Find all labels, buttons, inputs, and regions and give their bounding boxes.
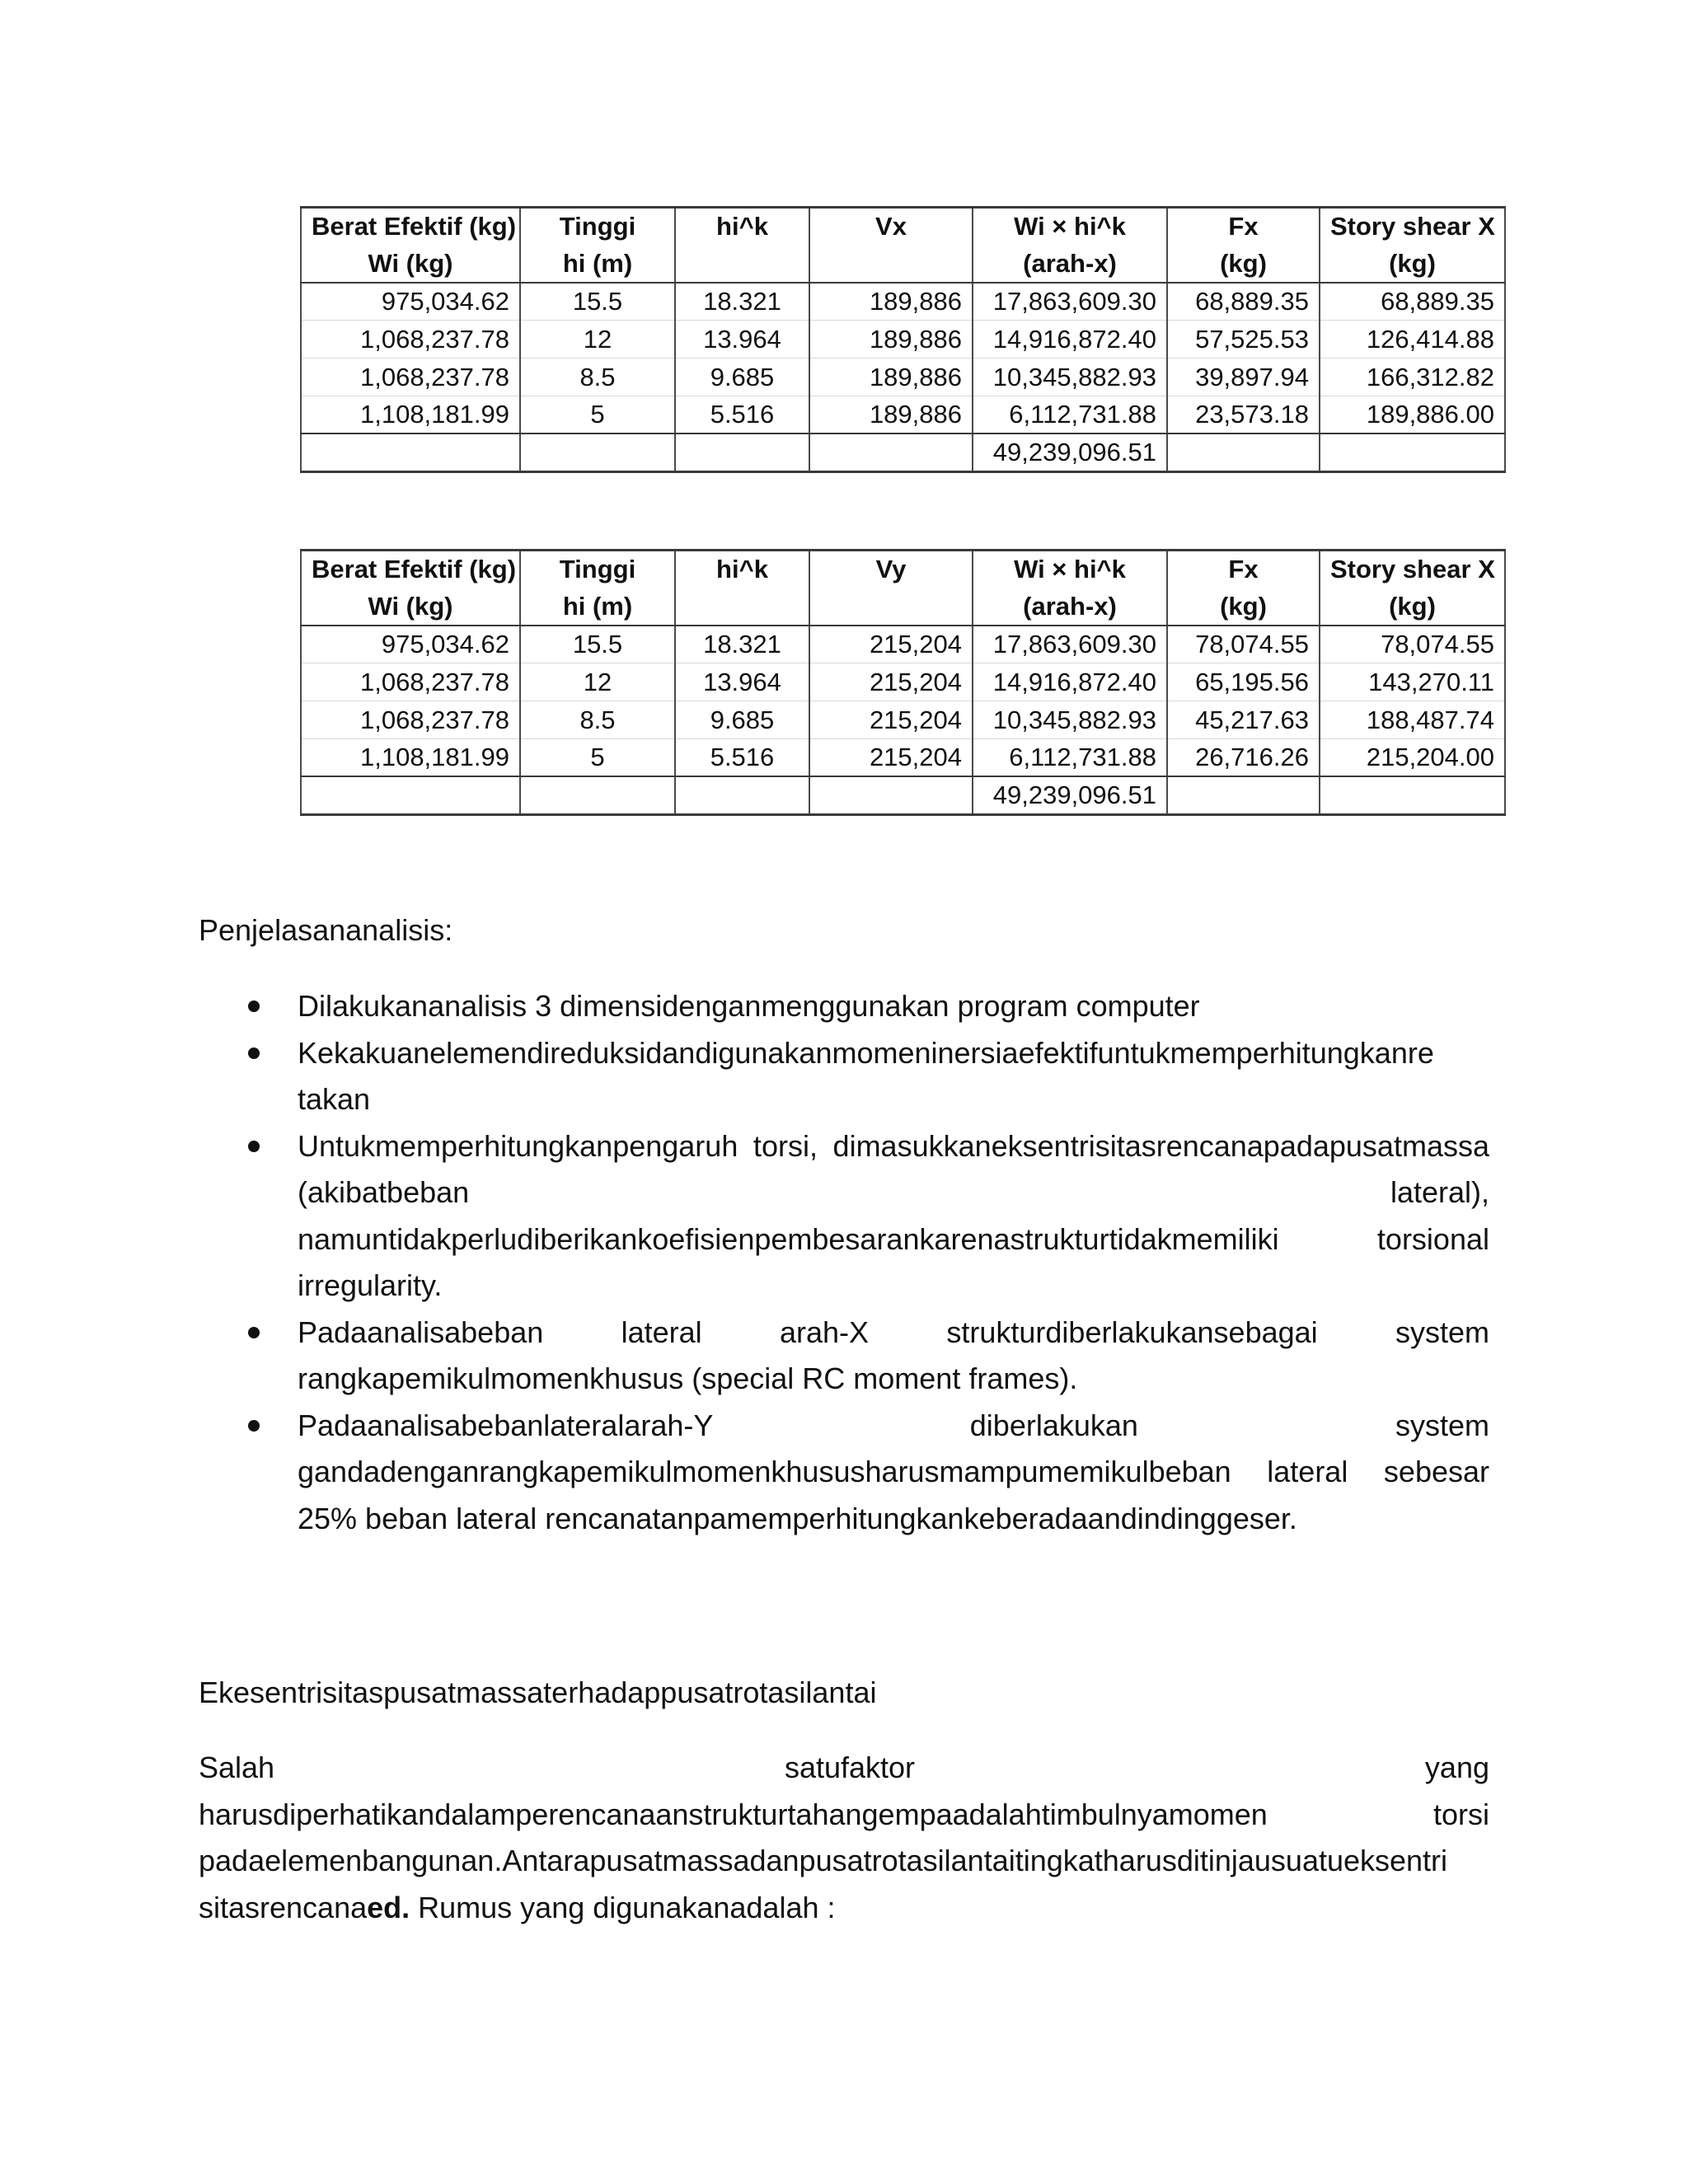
header-cell: (kg) xyxy=(1320,245,1505,283)
table-cell: 6,112,731.88 xyxy=(973,396,1167,434)
list-item xyxy=(199,1403,1489,1543)
story-shear-table-y xyxy=(300,549,1504,816)
table-row xyxy=(301,396,1505,434)
header-cell: Berat Efektif (kg) xyxy=(301,208,520,246)
table-cell xyxy=(1320,434,1505,471)
table-cell xyxy=(301,434,520,471)
table-cell: 12 xyxy=(520,663,675,701)
list-item xyxy=(199,1310,1489,1403)
table-cell: 188,487.74 xyxy=(1320,701,1505,739)
header-cell: Wi × hi^k xyxy=(973,208,1167,246)
table-cell: 5 xyxy=(520,396,675,434)
table-cell: 10,345,882.93 xyxy=(973,359,1167,396)
table-cell: 15.5 xyxy=(520,283,675,321)
table-cell: 8.5 xyxy=(520,701,675,739)
table-cell: 1,068,237.78 xyxy=(301,359,520,396)
table-row xyxy=(301,283,1505,321)
header-cell xyxy=(675,588,809,626)
table-cell: 189,886.00 xyxy=(1320,396,1505,434)
table-cell: 166,312.82 xyxy=(1320,359,1505,396)
header-cell: Wi (kg) xyxy=(301,588,520,626)
table-cell: 5 xyxy=(520,738,675,776)
header-cell: Wi × hi^k xyxy=(973,551,1167,588)
table-cell: 1,108,181.99 xyxy=(301,738,520,776)
table-cell: 14,916,872.40 xyxy=(973,321,1167,359)
eccentricity-paragraph xyxy=(199,1745,1489,1931)
table-x-total-row xyxy=(301,434,1505,471)
table-cell xyxy=(520,776,675,814)
table-cell xyxy=(675,434,809,471)
table-cell: 215,204 xyxy=(809,738,973,776)
table-cell: 5.516 xyxy=(675,396,809,434)
table-cell xyxy=(809,434,973,471)
table-y-header-row-2 xyxy=(301,588,1505,626)
table-row xyxy=(301,701,1505,739)
table-cell: 6,112,731.88 xyxy=(973,738,1167,776)
header-cell: Fx xyxy=(1167,551,1320,588)
table-cell: 23,573.18 xyxy=(1167,396,1320,434)
table-cell: 215,204.00 xyxy=(1320,738,1505,776)
table-cell xyxy=(1320,776,1505,814)
list-item-text: Kekakuanelemendireduksidandigunakanmomeninersiaefektifuntukmemperhitungkanre takan xyxy=(298,1035,1434,1116)
table-cell: 12 xyxy=(520,321,675,359)
table-y-header-row-1 xyxy=(301,551,1505,588)
table-x xyxy=(300,206,1506,473)
table-cell: 189,886 xyxy=(809,359,973,396)
paragraph-text-end: Rumus yang digunakanadalah : xyxy=(410,1890,836,1924)
bullet-icon xyxy=(248,1141,260,1152)
table-cell: 13.964 xyxy=(675,663,809,701)
paragraph-bold-symbol: ed. xyxy=(367,1890,410,1924)
header-cell xyxy=(675,245,809,283)
analysis-bullet-list xyxy=(199,983,1489,1542)
table-x-header-row-2 xyxy=(301,245,1505,283)
table-cell: 975,034.62 xyxy=(301,626,520,663)
table-cell: 15.5 xyxy=(520,626,675,663)
list-item-text: Untukmemperhitungkanpengaruh torsi, dimasukkaneksentrisitasrencanapadapusatmassa (akibatbeban lateral), namuntidakperludiberikankoefisienpembesarankarenastrukturtidakmemiliki torsional irregularity. xyxy=(298,1128,1489,1302)
header-cell: (kg) xyxy=(1167,588,1320,626)
bullet-icon xyxy=(248,1001,260,1012)
header-cell: (kg) xyxy=(1320,588,1505,626)
table-cell: 975,034.62 xyxy=(301,283,520,321)
table-cell: 126,414.88 xyxy=(1320,321,1505,359)
header-cell: Berat Efektif (kg) xyxy=(301,551,520,588)
table-cell: 39,897.94 xyxy=(1167,359,1320,396)
table-cell: 215,204 xyxy=(809,663,973,701)
table-cell: 215,204 xyxy=(809,701,973,739)
header-cell: Vx xyxy=(809,208,973,246)
header-cell: Vy xyxy=(809,551,973,588)
table-cell: 78,074.55 xyxy=(1167,626,1320,663)
table-cell: 78,074.55 xyxy=(1320,626,1505,663)
table-row xyxy=(301,359,1505,396)
table-cell: 17,863,609.30 xyxy=(973,626,1167,663)
table-cell xyxy=(675,776,809,814)
header-cell: hi^k xyxy=(675,208,809,246)
header-cell: Wi (kg) xyxy=(301,245,520,283)
list-item-text: Padaanalisabeban lateral arah-X strukturdiberlakukansebagai system rangkapemikulmomenkhusus (special RC moment frames). xyxy=(298,1315,1489,1395)
header-cell: Tinggi xyxy=(520,551,675,588)
bullet-icon xyxy=(248,1327,260,1338)
header-cell xyxy=(809,588,973,626)
table-cell: 45,217.63 xyxy=(1167,701,1320,739)
table-row xyxy=(301,321,1505,359)
table-cell: 18.321 xyxy=(675,626,809,663)
story-shear-table-x xyxy=(300,206,1504,473)
table-cell: 65,195.56 xyxy=(1167,663,1320,701)
table-cell: 9.685 xyxy=(675,359,809,396)
table-cell: 1,068,237.78 xyxy=(301,701,520,739)
table-cell: 68,889.35 xyxy=(1320,283,1505,321)
header-cell xyxy=(809,245,973,283)
header-cell: hi (m) xyxy=(520,588,675,626)
header-cell: hi^k xyxy=(675,551,809,588)
table-row xyxy=(301,626,1505,663)
table-cell: 1,068,237.78 xyxy=(301,321,520,359)
table-cell: 215,204 xyxy=(809,626,973,663)
table-cell: 13.964 xyxy=(675,321,809,359)
table-cell: 189,886 xyxy=(809,396,973,434)
list-item-text: Padaanalisabebanlateralarah-Y diberlakukan system gandadenganrangkapemikulmomenkhususharusmampumemikulbeban lateral sebesar 25% beban lateral rencanatanpamemperhitungkankeberadaandindinggeser. xyxy=(298,1408,1489,1535)
table-x-header-row-1 xyxy=(301,208,1505,246)
list-item xyxy=(199,1030,1489,1123)
header-cell: Fx xyxy=(1167,208,1320,246)
list-item xyxy=(199,1123,1489,1310)
table-cell: 1,108,181.99 xyxy=(301,396,520,434)
eccentricity-heading: Ekesentrisitaspusatmassaterhadappusatrotasilantai xyxy=(199,1675,877,1709)
table-row xyxy=(301,663,1505,701)
header-cell: Tinggi xyxy=(520,208,675,246)
header-cell: hi (m) xyxy=(520,245,675,283)
table-cell: 1,068,237.78 xyxy=(301,663,520,701)
table-cell xyxy=(301,776,520,814)
list-item xyxy=(199,983,1489,1030)
table-cell: 9.685 xyxy=(675,701,809,739)
header-cell: Story shear X xyxy=(1320,551,1505,588)
table-cell: 189,886 xyxy=(809,321,973,359)
table-cell: 14,916,872.40 xyxy=(973,663,1167,701)
table-cell xyxy=(1167,434,1320,471)
table-cell xyxy=(809,776,973,814)
table-cell: 18.321 xyxy=(675,283,809,321)
table-cell: 189,886 xyxy=(809,283,973,321)
table-cell: 5.516 xyxy=(675,738,809,776)
total-value: 49,239,096.51 xyxy=(973,776,1167,814)
total-value: 49,239,096.51 xyxy=(973,434,1167,471)
paragraph-text: Salah satufaktor yang harusdiperhatikandalamperencanaanstrukturtahangempaadalahtimbulnyamomen torsi padaelemenbangunan.Antarapusatmassadanpusatrotasilantaitingkatharusditinjausuatueksentri sitasrencana xyxy=(199,1750,1489,1924)
bullet-icon xyxy=(248,1047,260,1059)
table-cell: 143,270.11 xyxy=(1320,663,1505,701)
header-cell: (arah-x) xyxy=(973,245,1167,283)
table-cell: 68,889.35 xyxy=(1167,283,1320,321)
table-cell: 8.5 xyxy=(520,359,675,396)
header-cell: (arah-x) xyxy=(973,588,1167,626)
table-cell: 57,525.53 xyxy=(1167,321,1320,359)
header-cell: Story shear X xyxy=(1320,208,1505,246)
analysis-heading: Penjelasananalisis: xyxy=(199,913,453,947)
table-row xyxy=(301,738,1505,776)
table-cell xyxy=(520,434,675,471)
table-cell: 26,716.26 xyxy=(1167,738,1320,776)
bullet-icon xyxy=(248,1420,260,1432)
header-cell: (kg) xyxy=(1167,245,1320,283)
table-cell xyxy=(1167,776,1320,814)
table-y xyxy=(300,549,1506,816)
table-cell: 17,863,609.30 xyxy=(973,283,1167,321)
table-y-total-row xyxy=(301,776,1505,814)
table-cell: 10,345,882.93 xyxy=(973,701,1167,739)
list-item-text: Dilakukananalisis 3 dimensidenganmenggunakan program computer xyxy=(298,989,1200,1023)
